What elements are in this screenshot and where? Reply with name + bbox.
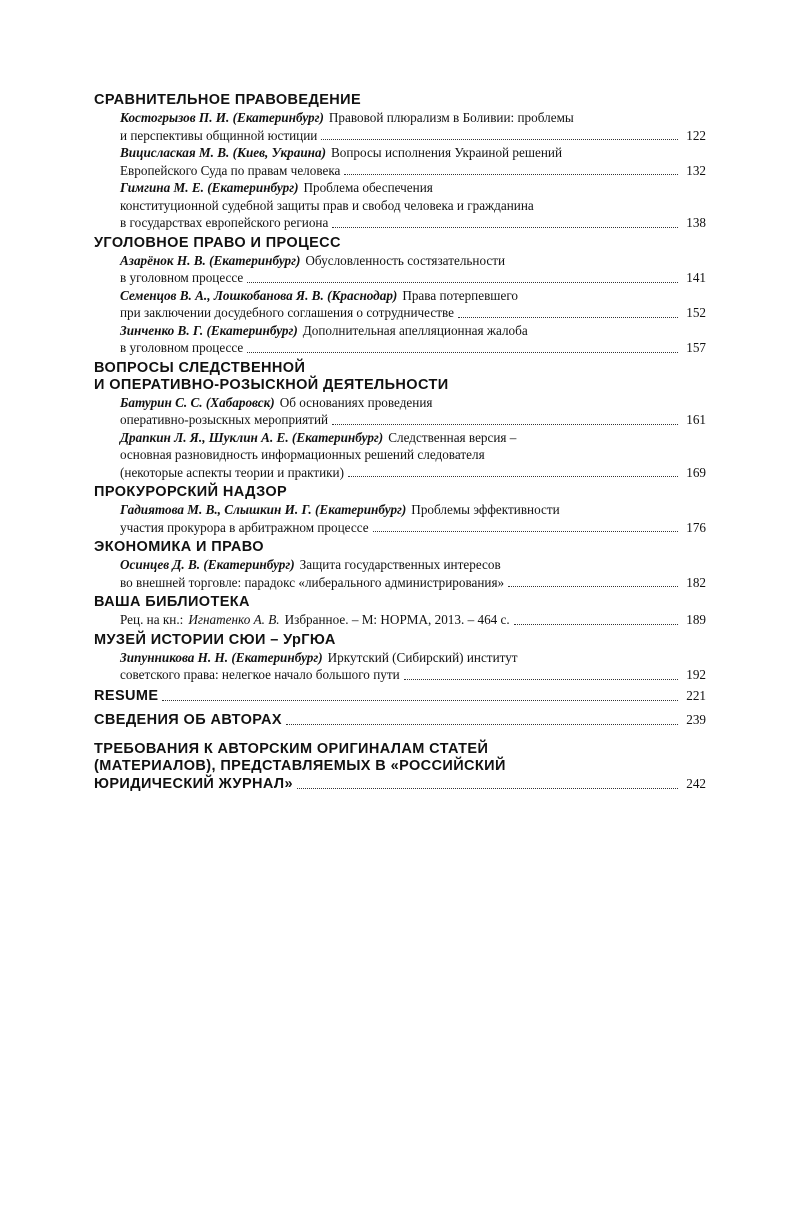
section-heading bbox=[94, 92, 706, 109]
dot-leader bbox=[247, 281, 678, 283]
toc-section bbox=[94, 484, 706, 536]
entry-line bbox=[120, 666, 706, 684]
section-heading bbox=[94, 687, 706, 705]
toc-entry bbox=[120, 649, 706, 684]
entry-title-text: Об основаниях проведения bbox=[279, 394, 433, 410]
entry-title-text: Дополнительная апелляционная жалоба bbox=[302, 322, 528, 338]
section-heading-line: ТРЕБОВАНИЯ К АВТОРСКИМ ОРИГИНАЛАМ СТАТЕЙ bbox=[94, 740, 489, 757]
section-heading-line: ВАША БИБЛИОТЕКА bbox=[94, 594, 250, 610]
toc-section bbox=[94, 632, 706, 684]
section-heading-line: ЭКОНОМИКА И ПРАВО bbox=[94, 539, 264, 555]
entry-title-text: Права потерпевшего bbox=[402, 287, 518, 303]
toc-entry bbox=[120, 501, 706, 536]
toc-entry bbox=[120, 429, 706, 482]
entry-title-text: участия прокурора в арбитражном процессе bbox=[120, 519, 369, 535]
section-heading-text: СВЕДЕНИЯ ОБ АВТОРАХ bbox=[94, 711, 282, 728]
entry-line bbox=[120, 394, 706, 412]
section-heading bbox=[94, 741, 706, 793]
toc-section bbox=[94, 594, 706, 629]
entry-title-text: Иркутский (Сибирский) институт bbox=[327, 649, 518, 665]
section-heading bbox=[94, 235, 706, 252]
entry-author: Костогрызов П. И. (Екатеринбург) bbox=[120, 110, 324, 125]
entry-author: Семенцов В. А., Лошкобанова Я. В. (Краснодар) bbox=[120, 287, 398, 303]
entry-line bbox=[120, 287, 706, 305]
toc-entry bbox=[120, 611, 706, 629]
entry-author: Гадиятова М. В., Слышкин И. Г. (Екатеринбург) bbox=[120, 502, 407, 517]
section-heading-line bbox=[94, 775, 706, 793]
entry-title-text: при заключении досудебного соглашения о сотрудничестве bbox=[120, 305, 454, 320]
toc-entry bbox=[120, 287, 706, 322]
entry-title-text: Европейского Суда по правам человека bbox=[120, 162, 341, 178]
page-number: 169 bbox=[686, 464, 706, 480]
section-heading-line: УГОЛОВНОЕ ПРАВО И ПРОЦЕСС bbox=[94, 234, 341, 251]
toc-entry bbox=[120, 179, 706, 232]
entry-title-text: во внешней торговле: парадокс «либерального администрирования» bbox=[120, 574, 505, 590]
entry-line bbox=[120, 649, 706, 667]
entry-title-text: оперативно-розыскных мероприятий bbox=[120, 412, 329, 427]
dot-leader bbox=[286, 723, 678, 725]
entry-line bbox=[120, 574, 706, 592]
dot-leader bbox=[348, 475, 678, 477]
entry-line bbox=[120, 214, 706, 232]
section-heading-line: ПРОКУРОРСКИЙ НАДЗОР bbox=[94, 484, 288, 500]
page-number: 141 bbox=[686, 270, 706, 285]
entry-title-text: (некоторые аспекты теории и практики) bbox=[120, 464, 344, 480]
dot-leader bbox=[162, 699, 678, 701]
section-heading-line bbox=[94, 687, 706, 705]
entry-line bbox=[120, 179, 706, 197]
entry-line bbox=[120, 501, 706, 519]
page-number: 138 bbox=[686, 215, 706, 230]
section-heading-line: МУЗЕЙ ИСТОРИИ СЮИ – УрГЮА bbox=[94, 631, 336, 648]
section-heading bbox=[94, 632, 706, 649]
dot-leader bbox=[247, 351, 678, 353]
toc-section bbox=[94, 235, 706, 357]
entry-line bbox=[120, 464, 706, 482]
entry-author: Игнатенко А. В. bbox=[188, 612, 280, 627]
page-number: 242 bbox=[686, 775, 706, 791]
entry-line bbox=[120, 109, 706, 127]
dot-leader bbox=[404, 678, 678, 680]
entry-title-text: Обусловленность состязательности bbox=[305, 252, 506, 268]
entry-author: Зинченко В. Г. (Екатеринбург) bbox=[120, 322, 298, 338]
spacer bbox=[94, 729, 706, 741]
entry-author: Батурин С. С. (Хабаровск) bbox=[120, 394, 275, 410]
entry-author: Вицислаская М. В. (Киев, Украина) bbox=[120, 145, 326, 160]
section-heading-line: И ОПЕРАТИВНО-РОЗЫСКНОЙ ДЕЯТЕЛЬНОСТИ bbox=[94, 376, 449, 393]
entry-title-text: и перспективы общинной юстиции bbox=[120, 127, 318, 143]
page-number: 221 bbox=[686, 687, 706, 703]
entry-line bbox=[120, 446, 706, 464]
section-heading bbox=[94, 711, 706, 729]
page-number: 161 bbox=[686, 412, 706, 427]
entry-line bbox=[120, 304, 706, 322]
dot-leader bbox=[508, 585, 678, 587]
spacer bbox=[94, 793, 706, 799]
entry-line bbox=[120, 339, 706, 357]
section-heading bbox=[94, 360, 706, 394]
entry-title-text: основная разновидность информационных решений следователя bbox=[120, 447, 485, 462]
section-heading-line bbox=[94, 711, 706, 729]
entry-line bbox=[120, 411, 706, 429]
toc-section bbox=[94, 539, 706, 591]
page-number: 132 bbox=[686, 162, 706, 178]
page-number: 239 bbox=[686, 711, 706, 727]
section-heading bbox=[94, 484, 706, 501]
entry-line bbox=[120, 162, 706, 180]
entry-author: Зипунникова Н. Н. (Екатеринбург) bbox=[120, 649, 323, 665]
entry-line bbox=[120, 429, 706, 447]
entry-title-text: Защита государственных интересов bbox=[299, 557, 501, 572]
page-number: 152 bbox=[686, 305, 706, 320]
entry-title-text: Правовой плюрализм в Боливии: проблемы bbox=[328, 110, 574, 125]
entry-title-text: в государствах европейского региона bbox=[120, 215, 329, 230]
entry-title-text: Проблема обеспечения bbox=[303, 180, 433, 195]
entry-line bbox=[120, 197, 706, 215]
entry-author: Азарёнок Н. В. (Екатеринбург) bbox=[120, 252, 301, 268]
section-heading-line: СРАВНИТЕЛЬНОЕ ПРАВОВЕДЕНИЕ bbox=[94, 92, 362, 108]
entry-line bbox=[120, 556, 706, 574]
entry-author: Осинцев Д. В. (Екатеринбург) bbox=[120, 557, 295, 572]
entry-line bbox=[120, 322, 706, 340]
table-of-contents bbox=[94, 92, 706, 799]
dot-leader bbox=[373, 530, 678, 532]
entry-title-text: Избранное. – М: НОРМА, 2013. – 464 с. bbox=[284, 612, 510, 627]
entry-title-text: конституционной судебной защиты прав и свобод человека и гражданина bbox=[120, 197, 534, 213]
entry-title-text: Следственная версия – bbox=[388, 429, 517, 445]
dot-leader bbox=[514, 623, 678, 625]
section-heading-text: RESUME bbox=[94, 687, 159, 704]
entry-line bbox=[120, 127, 706, 145]
dot-leader bbox=[332, 226, 678, 228]
dot-leader bbox=[332, 423, 678, 425]
toc-entry bbox=[120, 109, 706, 144]
entry-line bbox=[120, 519, 706, 537]
entry-line bbox=[120, 611, 706, 629]
section-heading-text: ЮРИДИЧЕСКИЙ ЖУРНАЛ» bbox=[94, 775, 293, 792]
dot-leader bbox=[321, 138, 678, 140]
toc-entry bbox=[120, 556, 706, 591]
dot-leader bbox=[458, 316, 678, 318]
entry-title-text: в уголовном процессе bbox=[120, 340, 244, 355]
dot-leader bbox=[344, 173, 678, 175]
entry-author: Драпкин Л. Я., Шуклин А. Е. (Екатеринбург) bbox=[120, 429, 384, 445]
entry-line bbox=[120, 144, 706, 162]
page-number: 157 bbox=[686, 340, 706, 355]
section-heading-line: ВОПРОСЫ СЛЕДСТВЕННОЙ bbox=[94, 359, 306, 376]
section-heading bbox=[94, 594, 706, 611]
entry-line bbox=[120, 252, 706, 270]
entry-title-text: Проблемы эффективности bbox=[411, 502, 560, 517]
page-number: 192 bbox=[686, 667, 706, 682]
page-number: 176 bbox=[686, 519, 706, 535]
toc-entry bbox=[120, 322, 706, 357]
toc-entry bbox=[120, 252, 706, 287]
entry-title-text: Вопросы исполнения Украиной решений bbox=[330, 145, 563, 160]
toc-entry bbox=[120, 144, 706, 179]
section-heading-line: (МАТЕРИАЛОВ), ПРЕДСТАВЛЯЕМЫХ В «РОССИЙСКИЙ bbox=[94, 757, 506, 774]
toc-section bbox=[94, 360, 706, 482]
entry-title-text: в уголовном процессе bbox=[120, 270, 244, 285]
section-heading bbox=[94, 539, 706, 556]
entry-prefix: Рец. на кн.: bbox=[120, 612, 184, 627]
page-number: 122 bbox=[686, 127, 706, 143]
entry-line bbox=[120, 269, 706, 287]
entry-author: Гимгина М. Е. (Екатеринбург) bbox=[120, 180, 299, 195]
page-number: 182 bbox=[686, 574, 706, 590]
toc-entry bbox=[120, 394, 706, 429]
toc-section bbox=[94, 92, 706, 232]
entry-title-text: советского права: нелегкое начало большого пути bbox=[120, 667, 400, 682]
dot-leader bbox=[297, 787, 678, 789]
page-number: 189 bbox=[686, 612, 706, 627]
